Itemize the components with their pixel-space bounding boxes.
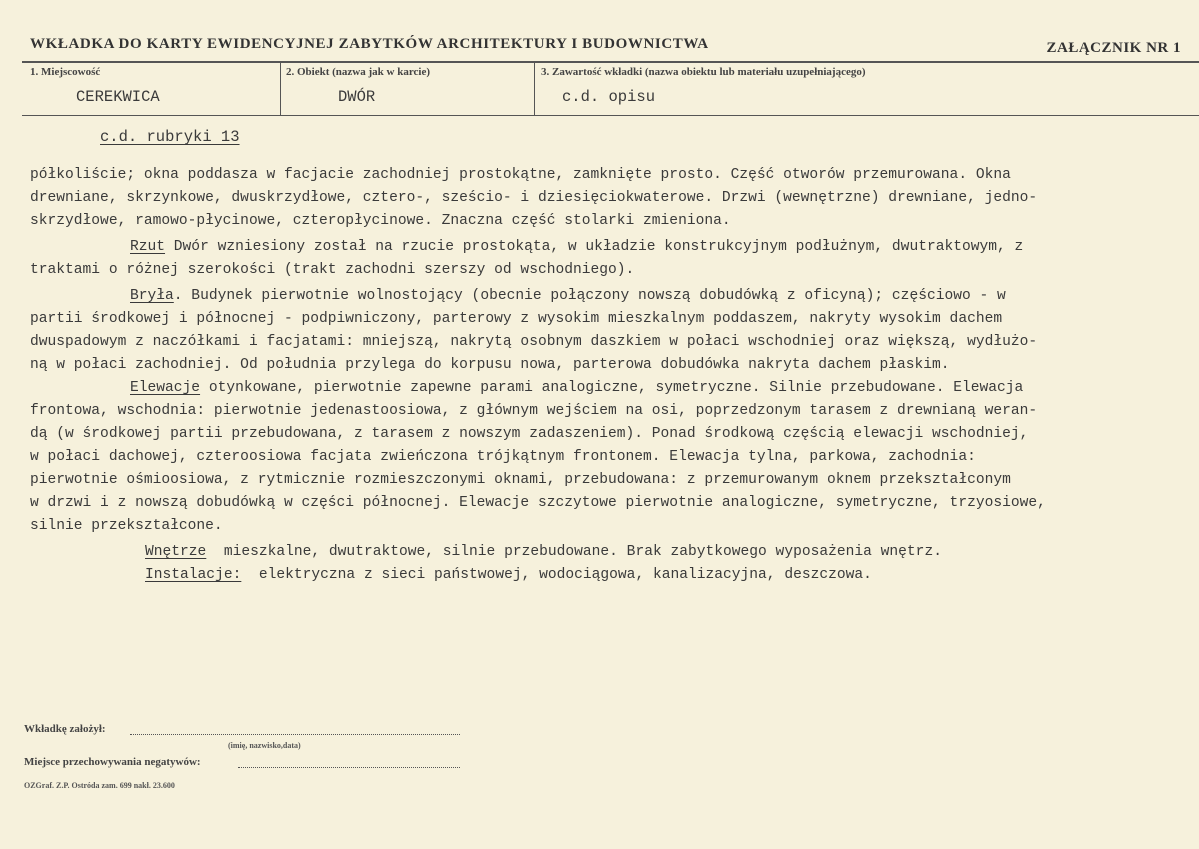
text-line: w drzwi i z nowszą dobudówką w części północnej. Elewacje szczytowe pierwotnie analogiczne, symetryczne, trzyosiowe, bbox=[30, 495, 1046, 511]
section-label-elewacje: Elewacje bbox=[130, 380, 201, 396]
insert-content-value: c.d. opisu bbox=[562, 88, 656, 106]
text-line: ną w połaci zachodniej. Od południa przylega do korpusu nowa, parterowa dobudówka nakryta dachem płaskim. bbox=[30, 357, 950, 373]
text-line: traktami o różnej szerokości (trakt zachodni szerszy od wschodniego). bbox=[30, 262, 635, 278]
object-label: 2. Obiekt (nazwa jak w karcie) bbox=[286, 66, 431, 78]
description-text bbox=[30, 164, 1190, 587]
text-line: półkoliście; okna poddasza w facjacie zachodniej prostokątne, zamknięte prosto. Część otworów przemurowana. Okna bbox=[30, 167, 1011, 183]
text-line: frontowa, wschodnia: pierwotnie jedenastoosiowa, z głównym wejściem na osi, poprzedzonym tarasem z drewnianą weran- bbox=[30, 403, 1038, 419]
text-line bbox=[30, 377, 1190, 400]
fields-rule bbox=[22, 115, 1199, 116]
text-line: dwuspadowym z naczółkami i facjatami: mniejszą, nakrytą osobnym daszkiem w połaci wschodniej oraz większą, wydłużo- bbox=[30, 334, 1038, 350]
text-line: w połaci dachowej, czteroosiowa facjata zwieńczona trójkątnym frontonem. Elewacja tylna, parkowa, zachodnia: bbox=[30, 449, 976, 465]
text-line: pierwotnie ośmioosiowa, z rytmicznie rozmieszczonymi oknami, przebudowana: z przemurowanym oknem przekształconym bbox=[30, 472, 1011, 488]
text-line-content: Dwór wzniesiony został na rzucie prostokąta, w układzie konstrukcyjnym podłużnym, dwutraktowym, z bbox=[173, 239, 1024, 255]
field-divider-1 bbox=[280, 62, 281, 116]
created-by-label: Wkładkę założył: bbox=[24, 723, 106, 735]
continuation-heading: c.d. rubryki 13 bbox=[100, 128, 240, 146]
text-line: skrzydłowe, ramowo-płycinowe, czteropłycinowe. Znaczna część stolarki zmieniona. bbox=[30, 213, 731, 229]
section-label-wnetrze: Wnętrze bbox=[145, 544, 207, 560]
text-line-content: elektryczna z sieci państwowej, wodociągowa, kanalizacyjna, deszczowa. bbox=[241, 567, 872, 583]
text-line-content: . Budynek pierwotnie wolnostojący (obecnie połączony nowszą dobudówką z oficyną); częściowo - w bbox=[173, 288, 1006, 304]
text-line bbox=[30, 564, 1190, 587]
section-label-bryla: Bryła bbox=[130, 288, 174, 304]
object-value: DWÓR bbox=[338, 88, 376, 106]
text-line: dą (w środkowej partii przebudowana, z tarasem z nowszym zadaszeniem). Ponad środkową częścią elewacji wschodniej, bbox=[30, 426, 1029, 442]
created-by-field[interactable] bbox=[130, 734, 460, 735]
annex-number: ZAŁĄCZNIK NR 1 bbox=[1046, 40, 1181, 56]
printer-imprint: OZGraf. Z.P. Ostróda zam. 699 nakł. 23.600 bbox=[24, 781, 175, 790]
form-title: WKŁADKA DO KARTY EWIDENCYJNEJ ZABYTKÓW ARCHITEKTURY I BUDOWNICTWA bbox=[30, 36, 709, 52]
insert-content-label: 3. Zawartość wkładki (nazwa obiektu lub materiału uzupełniającego) bbox=[541, 66, 866, 78]
field-divider-2 bbox=[534, 62, 535, 116]
text-line: drewniane, skrzynkowe, dwuskrzydłowe, cztero-, sześcio- i dziesięciokwaterowe. Drzwi (wewnętrzne) drewniane, jedno- bbox=[30, 190, 1038, 206]
text-line bbox=[30, 285, 1190, 308]
text-line bbox=[30, 236, 1190, 259]
created-by-hint: (imię, nazwisko,data) bbox=[228, 741, 301, 750]
section-label-instalacje: Instalacje: bbox=[145, 567, 242, 583]
header-rule bbox=[22, 61, 1199, 63]
text-line: partii środkowej i północnej - podpiwniczony, parterowy z wysokim mieszkalnym poddaszem, nakryty wysokim dachem bbox=[30, 311, 1003, 327]
negatives-location-label: Miejsce przechowywania negatywów: bbox=[24, 756, 201, 768]
section-label-rzut: Rzut bbox=[130, 239, 166, 255]
locality-label: 1. Miejscowość bbox=[30, 66, 101, 78]
text-line-content: mieszkalne, dwutraktowe, silnie przebudowane. Brak zabytkowego wyposażenia wnętrz. bbox=[206, 544, 942, 560]
locality-value: CEREKWICA bbox=[76, 88, 160, 106]
text-line-content: otynkowane, pierwotnie zapewne parami analogiczne, symetryczne. Silnie przebudowane. Elewacja bbox=[200, 380, 1024, 396]
text-line bbox=[30, 541, 1190, 564]
text-line: silnie przekształcone. bbox=[30, 518, 223, 534]
negatives-location-field[interactable] bbox=[238, 767, 460, 768]
